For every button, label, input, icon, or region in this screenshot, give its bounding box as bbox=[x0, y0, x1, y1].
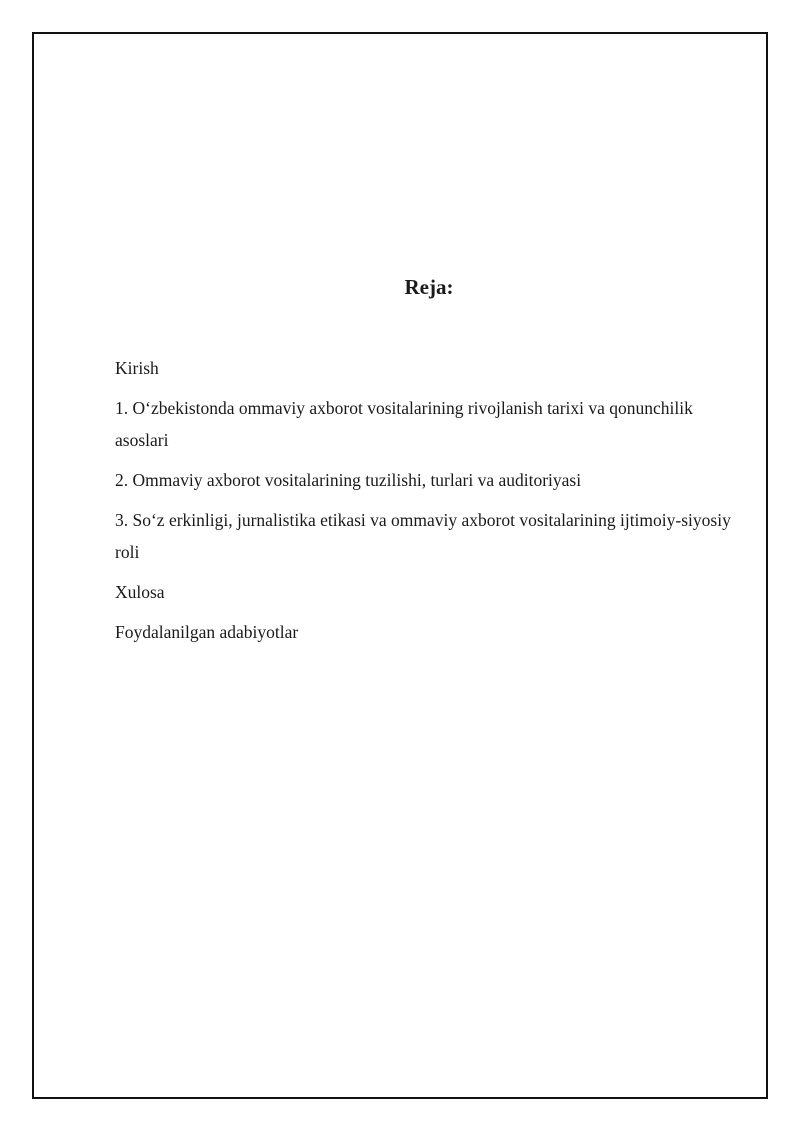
plan-item-introduction: Kirish bbox=[115, 358, 159, 378]
plan-list bbox=[115, 352, 740, 656]
plan-item-conclusion: Xulosa bbox=[115, 582, 165, 602]
plan-item-chapter-1: 1. O‘zbekistonda ommaviy axborot vositalarining rivojlanish tarixi va qonunchilik asoslari bbox=[115, 398, 693, 450]
plan-item-chapter-2: 2. Ommaviy axborot vositalarining tuzilishi, turlari va auditoriyasi bbox=[115, 470, 582, 490]
plan-item-references: Foydalanilgan adabiyotlar bbox=[115, 622, 299, 642]
page-title: Reja: bbox=[404, 275, 454, 299]
plan-item-chapter-3: 3. So‘z erkinligi, jurnalistika etikasi va ommaviy axborot vositalarining ijtimoiy-siyosiy roli bbox=[115, 510, 731, 562]
